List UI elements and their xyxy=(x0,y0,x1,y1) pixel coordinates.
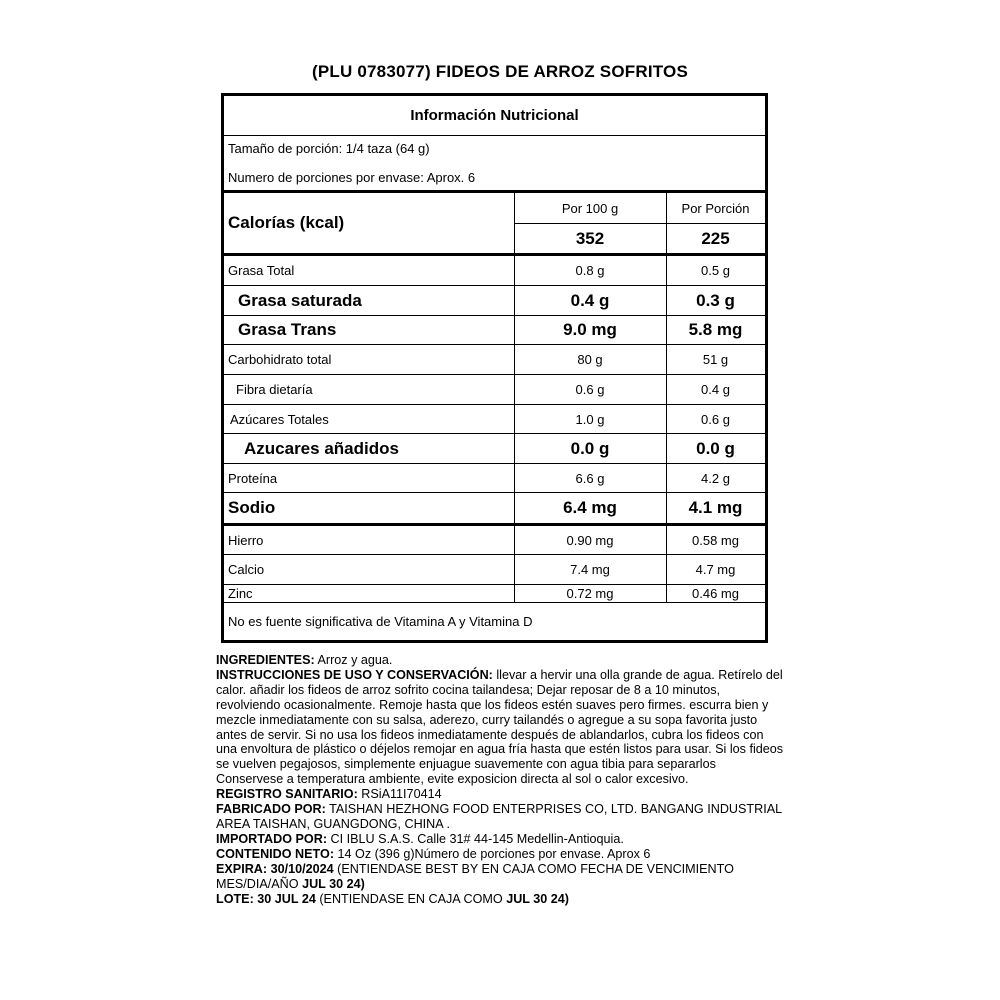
col-per-100g: Por 100 g xyxy=(561,200,619,216)
per-serving-value: 4.1 mg xyxy=(688,498,743,517)
per-100g-value: 0.6 g xyxy=(575,382,605,397)
contenido-value: 14 Oz (396 g)Número de porciones por envase. Aprox 6 xyxy=(334,846,651,861)
importado-line xyxy=(216,832,786,847)
per-serving-value: 0.6 g xyxy=(701,411,730,427)
per-serving-value: 0.0 g xyxy=(696,438,735,458)
column-headers xyxy=(224,193,765,223)
per-100g-value: 0.72 mg xyxy=(566,586,614,601)
per-serving-value: 51 g xyxy=(702,352,729,367)
ingredientes-label: INGREDIENTES: xyxy=(216,653,315,667)
per-serving-value: 0.58 mg xyxy=(692,532,739,548)
nutrient-label: Calcio xyxy=(228,562,265,577)
nutrient-row-carbohidrato xyxy=(224,345,765,374)
nutrient-label: Azúcares Totales xyxy=(230,411,329,427)
nutrient-row-azucares-totales xyxy=(224,405,765,433)
ingredientes-line xyxy=(216,653,786,668)
nutrient-row-grasa-trans xyxy=(224,316,765,344)
expira-value: (ENTIENDASE BEST BY EN CAJA COMO FECHA DE VENCIMIENTO MES/DIA/AÑO xyxy=(216,861,734,891)
nutrient-row-calcio xyxy=(224,555,765,584)
lote-label: LOTE: 30 JUL 24 xyxy=(216,891,316,906)
nutrition-facts-panel xyxy=(221,93,768,643)
ingredients-section xyxy=(216,653,786,906)
nutrient-label: Zinc xyxy=(228,586,253,601)
nutrient-row-fibra xyxy=(224,375,765,404)
nutrient-row-grasa-saturada xyxy=(224,286,765,315)
per-serving-value: 5.8 mg xyxy=(688,320,743,339)
per-serving-value: 4.2 g xyxy=(701,470,730,486)
per-100g-value: 6.4 mg xyxy=(563,498,617,517)
per-100g-value: 0.8 g xyxy=(575,263,605,278)
per-serving-value: 0.5 g xyxy=(701,263,730,278)
nutrient-label: Grasa saturada xyxy=(238,290,362,310)
expira-line xyxy=(216,862,786,892)
calories-label: Calorías (kcal) xyxy=(228,213,345,232)
nutrient-label: Grasa Trans xyxy=(238,320,337,339)
fabricado-value: TAISHAN HEZHONG FOOD ENTERPRISES CO, LTD. BANGANG INDUSTRIAL AREA TAISHAN, GUANGDONG, CHINA . xyxy=(216,802,782,831)
nutrient-label: Grasa Total xyxy=(228,263,295,278)
nutrient-row-hierro xyxy=(224,526,765,554)
vitamin-footnote: No es fuente significativa de Vitamina A y Vitamina D xyxy=(228,613,533,629)
importado-value: CI IBLU S.A.S. Calle 31# 44-145 Medellin-Antioquia. xyxy=(327,831,624,846)
contenido-line xyxy=(216,847,786,862)
expira-date: JUL 30 24) xyxy=(302,876,365,891)
per-100g-value: 0.0 g xyxy=(570,438,610,458)
nutrient-row-zinc xyxy=(224,585,765,602)
per-serving-value: 0.46 mg xyxy=(692,586,739,601)
instrucciones-value: llevar a hervir una olla grande de agua. Retírelo del calor. añadir los fideos de arroz sofrito cocina tailandesa; Dejar reposar de 8 a 10 minutos, revolviendo ocasionalmente. Remoje hasta que los fideos estén suaves pero firmes. escurra bien y mezcle inmediatamente con su salsa, aderezo, curry tailandés o agregue a su sopa favorita justo antes de servir. Si no usa los fideos inmediatamente después de ablandarlos, cubra los fideos con una envoltura de plástico o déjelos remojar en agua fría hasta que estén listos para usar. Si los fideos se vuelven pegajosos, simplemente enjuague suavemente con agua tibia para separarlos Conservese a temperatura ambiente, evite exposicion directa al sol o calor excesivo. xyxy=(216,667,784,787)
lote-value: (ENTIENDASE EN CAJA COMO xyxy=(315,891,507,906)
per-100g-value: 1.0 g xyxy=(575,411,605,427)
lote-line xyxy=(216,892,786,907)
nutrient-label: Carbohidrato total xyxy=(228,352,332,367)
serving-size: Tamaño de porción: 1/4 taza (64 g) xyxy=(228,141,430,156)
registro-value: RSiA11I70414 xyxy=(357,787,442,802)
per-100g-value: 7.4 mg xyxy=(570,562,610,577)
calories-per-100g: 352 xyxy=(575,228,605,248)
fabricado-label: FABRICADO POR: xyxy=(216,802,326,817)
registro-label: REGISTRO SANITARIO: xyxy=(216,787,358,802)
nutrient-row-sodio xyxy=(224,493,765,523)
nutrient-row-proteina xyxy=(224,464,765,492)
per-100g-value: 6.6 g xyxy=(575,470,605,486)
nutrient-label: Fibra dietaría xyxy=(236,382,313,397)
per-100g-value: 9.0 mg xyxy=(563,320,617,339)
lote-date: JUL 30 24) xyxy=(506,891,569,906)
panel-header: Información Nutricional xyxy=(224,96,765,136)
per-serving-value: 4.7 mg xyxy=(695,562,736,577)
nutrient-label: Azucares añadidos xyxy=(244,438,399,458)
product-title: (PLU 0783077) FIDEOS DE ARROZ SOFRITOS xyxy=(311,62,688,81)
importado-label: IMPORTADO POR: xyxy=(216,831,328,846)
per-serving-value: 0.4 g xyxy=(701,382,730,397)
nutrient-row-grasa-total xyxy=(224,256,765,285)
nutrient-label: Proteína xyxy=(228,470,278,486)
servings-per-container: Numero de porciones por envase: Aprox. 6 xyxy=(228,170,476,185)
nutrient-label: Hierro xyxy=(228,532,264,548)
serving-info xyxy=(224,136,765,193)
calories-values xyxy=(224,224,765,253)
instrucciones-label: INSTRUCCIONES DE USO Y CONSERVACIÓN: xyxy=(216,667,493,682)
col-per-serving: Por Porción xyxy=(681,200,750,216)
per-100g-value: 80 g xyxy=(577,352,603,367)
nutrient-label: Sodio xyxy=(228,498,276,517)
per-100g-value: 0.4 g xyxy=(570,290,610,310)
per-100g-value: 0.90 mg xyxy=(566,532,614,548)
per-serving-value: 0.3 g xyxy=(696,290,735,310)
expira-label: EXPIRA: 30/10/2024 xyxy=(216,861,334,876)
ingredientes-value: Arroz y agua. xyxy=(314,653,393,667)
nutrient-row-azucares-anadidos xyxy=(224,434,765,463)
contenido-label: CONTENIDO NETO: xyxy=(216,846,335,861)
registro-line xyxy=(216,787,786,802)
instrucciones-paragraph xyxy=(216,668,786,787)
fabricado-line xyxy=(216,802,786,832)
calories-per-serving: 225 xyxy=(701,228,730,248)
